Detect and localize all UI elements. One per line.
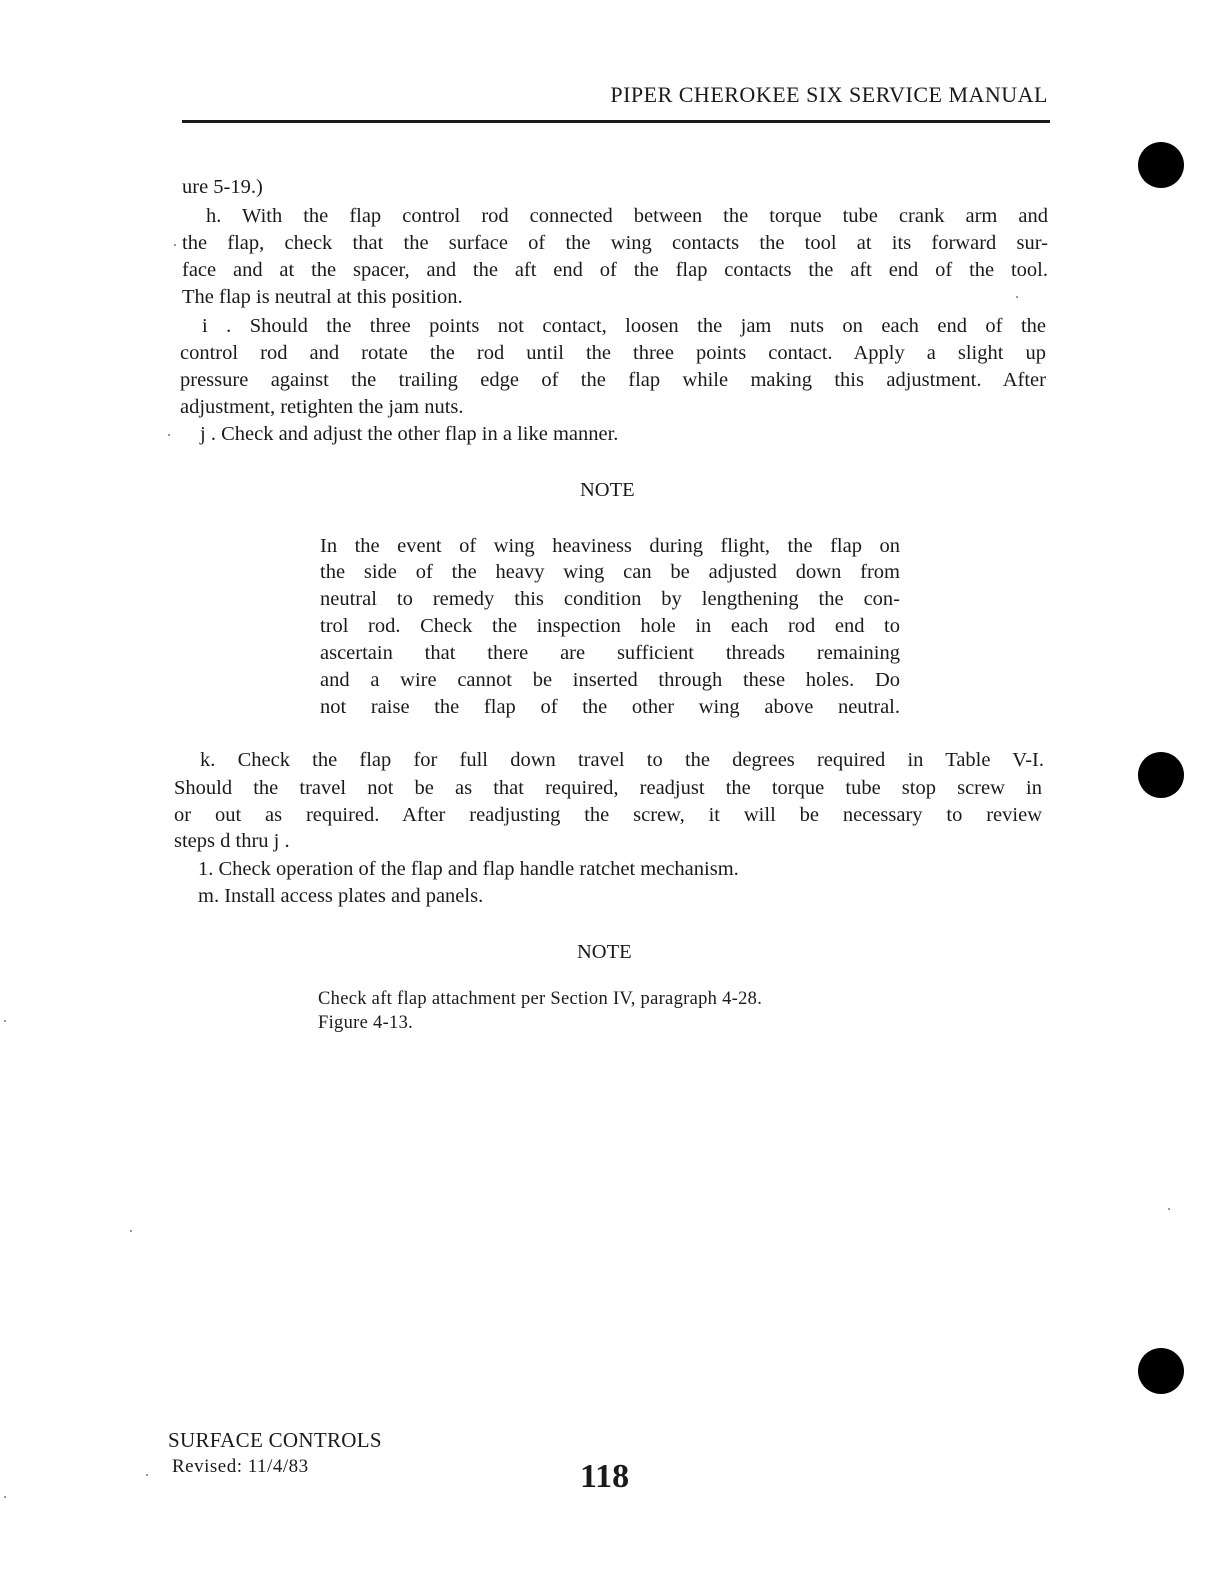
body-line: pressure against the trailing edge of the flap while making this adjustment. After bbox=[180, 369, 1046, 391]
scan-speck bbox=[130, 1230, 132, 1232]
note-line: neutral to remedy this condition by lengthening the con- bbox=[320, 588, 900, 610]
note-line: the side of the heavy wing can be adjusted down from bbox=[320, 561, 900, 583]
scan-speck bbox=[174, 244, 176, 246]
footer-section-title: SURFACE CONTROLS bbox=[168, 1428, 382, 1452]
scan-speck bbox=[4, 1496, 6, 1498]
scan-speck bbox=[4, 1020, 6, 1022]
step-m-line: m. Install access plates and panels. bbox=[198, 885, 484, 907]
binder-hole bbox=[1138, 142, 1184, 188]
page-number: 118 bbox=[580, 1458, 630, 1495]
body-line: ure 5-19.) bbox=[182, 176, 263, 198]
note-line: ascertain that there are sufficient threads remaining bbox=[320, 642, 900, 664]
note-line: not raise the flap of the other wing above neutral. bbox=[320, 696, 900, 718]
footer-revision-date: Revised: 11/4/83 bbox=[172, 1456, 309, 1477]
note-line: Check aft flap attachment per Section IV, paragraph 4-28. bbox=[318, 989, 763, 1009]
step-j-line: j . Check and adjust the other flap in a like manner. bbox=[200, 423, 619, 445]
step-l-line: 1. Check operation of the flap and flap handle ratchet mechanism. bbox=[198, 858, 739, 880]
note-line: and a wire cannot be inserted through these holes. Do bbox=[320, 669, 900, 691]
body-line: steps d thru j . bbox=[174, 830, 290, 852]
body-line: Should the travel not be as that required, readjust the torque tube stop screw in bbox=[174, 777, 1042, 799]
scan-speck bbox=[1168, 1208, 1170, 1210]
note-line: trol rod. Check the inspection hole in each rod end to bbox=[320, 615, 900, 637]
step-i-line: i . Should the three points not contact, loosen the jam nuts on each end of the bbox=[202, 315, 1046, 337]
body-line: the flap, check that the surface of the wing contacts the tool at its forward sur- bbox=[182, 232, 1048, 254]
note-line: In the event of wing heaviness during flight, the flap on bbox=[320, 535, 900, 557]
binder-hole bbox=[1138, 1348, 1184, 1394]
step-h-line: h. With the flap control rod connected between the torque tube crank arm and bbox=[206, 205, 1048, 227]
step-k-line: k. Check the flap for full down travel to the degrees required in Table V-I. bbox=[200, 749, 1044, 771]
scan-speck bbox=[1016, 296, 1018, 298]
body-line: The flap is neutral at this position. bbox=[182, 286, 463, 308]
header-rule bbox=[182, 120, 1050, 123]
scan-speck bbox=[168, 434, 170, 436]
scan-speck bbox=[146, 1474, 148, 1476]
body-line: adjustment, retighten the jam nuts. bbox=[180, 396, 464, 418]
body-line: control rod and rotate the rod until the three points contact. Apply a slight up bbox=[180, 342, 1046, 364]
body-line: face and at the spacer, and the aft end of the flap contacts the aft end of the tool. bbox=[182, 259, 1048, 281]
binder-hole bbox=[1138, 752, 1184, 798]
note-heading: NOTE bbox=[580, 479, 635, 501]
body-line: or out as required. After readjusting the screw, it will be necessary to review bbox=[174, 804, 1042, 826]
manual-header-title: PIPER CHEROKEE SIX SERVICE MANUAL bbox=[610, 82, 1048, 107]
note-heading: NOTE bbox=[577, 941, 632, 963]
note-line: Figure 4-13. bbox=[318, 1013, 414, 1033]
